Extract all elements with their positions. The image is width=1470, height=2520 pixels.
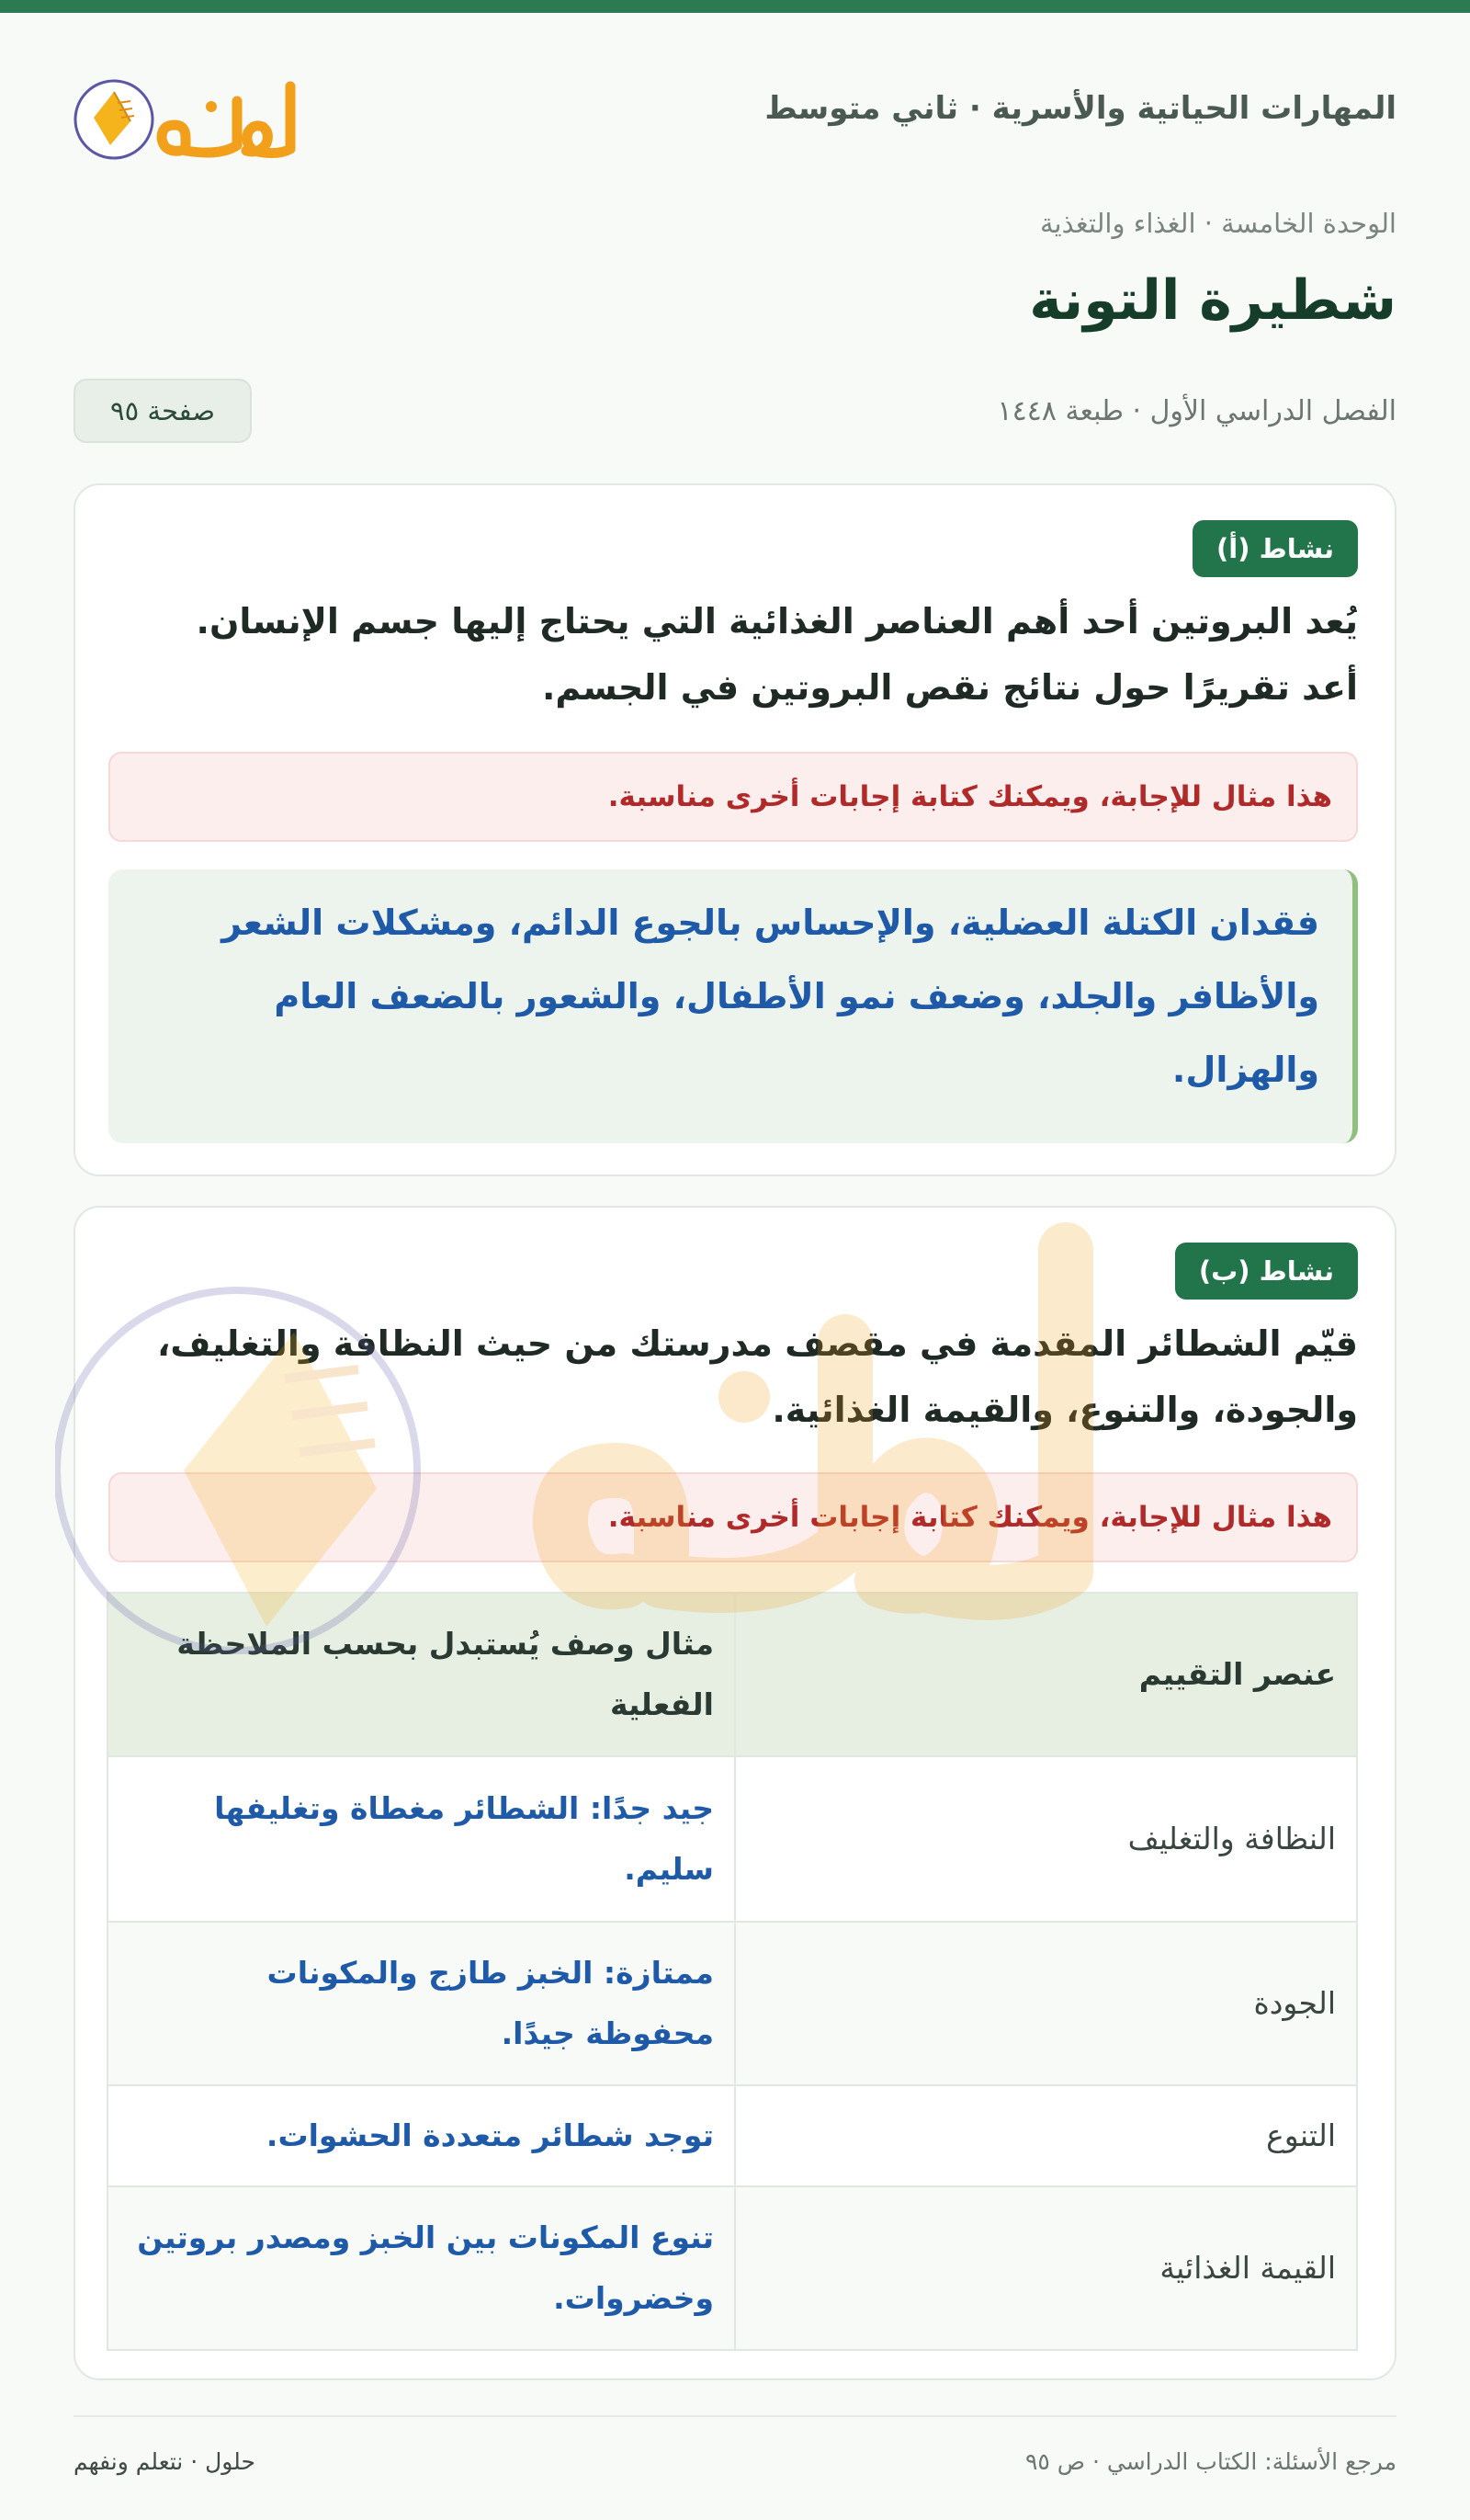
lesson-meta: الفصل الدراسي الأول · طبعة ١٤٤٨ [997,395,1396,427]
table-header-description: مثال وصف يُستبدل بحسب الملاحظة الفعلية [107,1593,735,1756]
activity-b-card [74,1206,1396,2380]
activity-a-answer: فقدان الكتلة العضلية، والإحساس بالجوع الدائم، ومشكلات الشعر والأظافر والجلد، وضعف نمو الأطفال، والشعور بالضعف العام والهزال. [108,869,1358,1143]
table-row [107,1922,1357,2085]
activity-a-question-line-1: يُعد البروتين أحد أهم العناصر الغذائية التي يحتاج إليها جسم الإنسان. [196,601,1358,641]
activity-b-question: قيّم الشطائر المقدمة في مقصف مدرستك من حيث النظافة والتغليف، والجودة، والتنوع، والقيمة الغذائية. [156,1323,1358,1430]
table-header-criterion: عنصر التقييم [735,1593,1357,1756]
activity-a-badge: نشاط (أ) [1193,520,1358,577]
page-title: شطيرة التونة [1029,268,1396,333]
activity-b-note: هذا مثال للإجابة، ويمكنك كتابة إجابات أخرى مناسبة. [108,1472,1358,1562]
book-logo-icon [75,81,153,158]
activity-a-card [74,483,1396,1176]
table-row [107,1756,1357,1922]
page-header [74,64,1396,175]
table-cell-criterion: القيمة الغذائية [735,2186,1357,2350]
hulool-logo[interactable] [74,64,349,175]
evaluation-table [107,1592,1358,2351]
subject-title: المهارات الحياتية والأسرية · ثاني متوسط [764,90,1396,127]
table-cell-criterion: التنوع [735,2085,1357,2186]
breadcrumb: الوحدة الخامسة · الغذاء والتغذية [1040,208,1396,239]
activity-a-question [108,588,1358,721]
table-cell-description: جيد جدًا: الشطائر مغطاة وتغليفها سليم. [107,1756,735,1922]
footer-reference: مرجع الأسئلة: الكتاب الدراسي · ص ٩٥ [1024,2448,1396,2475]
table-row [107,2186,1357,2350]
footer-brand: حلول · نتعلم ونفهم [74,2448,255,2475]
table-cell-criterion: النظافة والتغليف [735,1756,1357,1922]
table-header-row [107,1593,1357,1756]
table-cell-description: توجد شطائر متعددة الحشوات. [107,2085,735,2186]
table-cell-description: تنوع المكونات بين الخبز ومصدر بروتين وخضروات. [107,2186,735,2350]
activity-a-question-line-2: أعد تقريرًا حول نتائج نقص البروتين في الجسم. [541,667,1358,708]
table-cell-criterion: الجودة [735,1922,1357,2085]
table-cell-description: ممتازة: الخبز طازج والمكونات محفوظة جيدًا. [107,1922,735,2085]
activity-a-note: هذا مثال للإجابة، ويمكنك كتابة إجابات أخرى مناسبة. [108,752,1358,842]
activity-b-badge: نشاط (ب) [1175,1243,1358,1300]
table-row [107,2085,1357,2186]
page-number-chip: صفحة ٩٥ [74,379,252,443]
footer-divider [74,2415,1396,2417]
top-accent-bar [0,0,1470,13]
